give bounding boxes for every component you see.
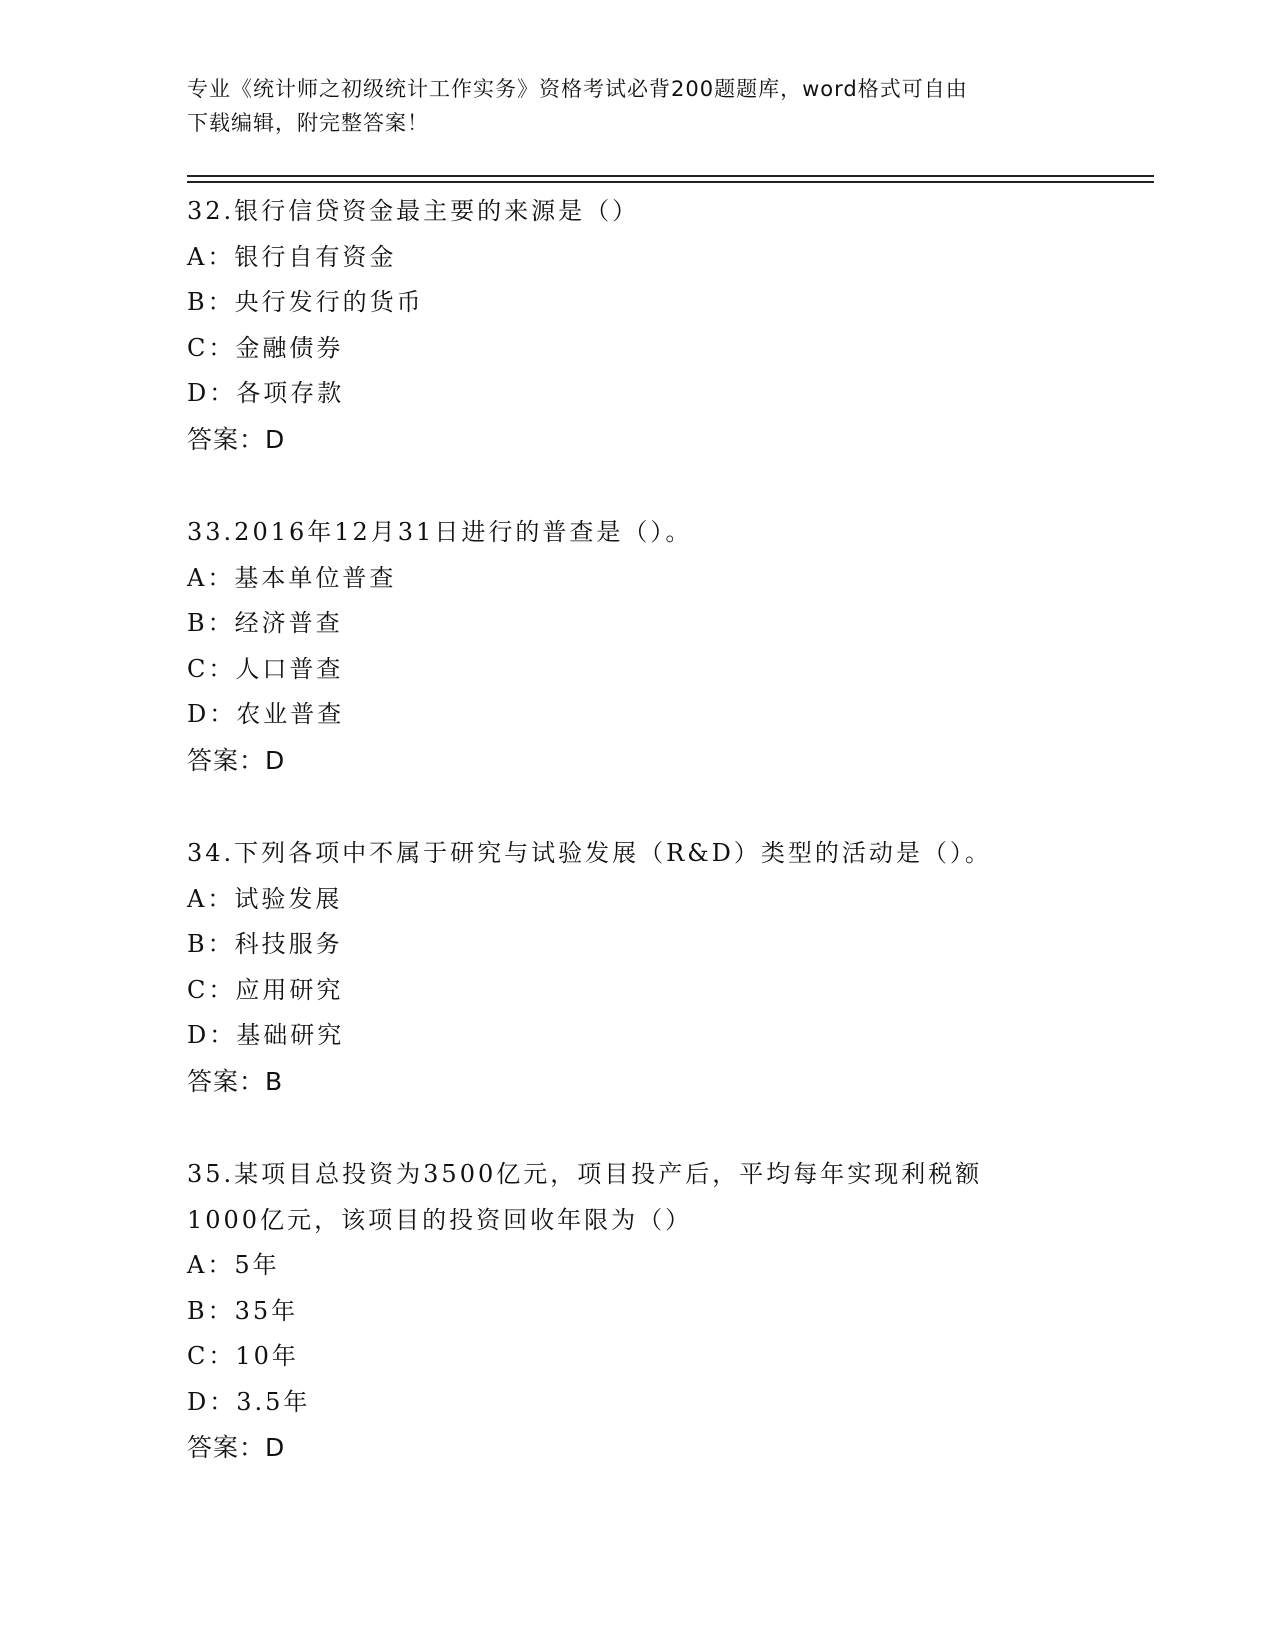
question-stem: 34.下列各项中不属于研究与试验发展（R&D）类型的活动是（）。	[187, 838, 992, 867]
option-b: B：央行发行的货币	[187, 288, 424, 317]
answer-line: 答案：D	[187, 745, 286, 775]
question-32	[187, 189, 1147, 463]
option-c: C：金融债券	[187, 333, 344, 362]
option-d: D：3.5年	[187, 1387, 311, 1416]
question-35	[187, 1152, 1147, 1472]
header-divider-bottom	[187, 181, 1154, 183]
option-b: B：科技服务	[187, 930, 343, 959]
header-divider-top	[187, 175, 1154, 177]
option-d: D：各项存款	[187, 379, 345, 408]
option-a: A：5年	[187, 1251, 280, 1280]
question-33	[187, 510, 1147, 784]
option-d: D：农业普查	[187, 700, 345, 729]
option-d: D：基础研究	[187, 1021, 345, 1050]
option-b: B：35年	[187, 1296, 299, 1325]
option-c: C：10年	[187, 1342, 299, 1371]
option-c: C：应用研究	[187, 975, 344, 1004]
question-stem-line-2: 1000亿元，该项目的投资回收年限为（）	[187, 1205, 693, 1234]
question-stem: 32.银行信贷资金最主要的来源是（）	[187, 197, 640, 225]
option-b: B：经济普查	[187, 609, 343, 638]
option-a: A：试验发展	[187, 884, 343, 913]
option-a: A：基本单位普查	[187, 563, 397, 592]
answer-line: 答案：B	[187, 1066, 284, 1096]
header-line-2: 下载编辑，附完整答案！	[187, 111, 429, 135]
header-line-1: 专业《统计师之初级统计工作实务》资格考试必背200题题库，word格式可自由	[187, 77, 968, 101]
answer-line: 答案：D	[187, 424, 286, 454]
question-stem-line-1: 35.某项目总投资为3500亿元，项目投产后，平均每年实现利税额	[187, 1159, 983, 1188]
document-header	[187, 72, 1067, 140]
answer-line: 答案：D	[187, 1433, 286, 1463]
option-a: A：银行自有资金	[187, 242, 397, 271]
question-list	[187, 189, 1147, 1518]
option-c: C：人口普查	[187, 654, 344, 683]
question-stem: 33.2016年12月31日进行的普查是（）。	[187, 517, 693, 546]
question-34	[187, 831, 1147, 1105]
